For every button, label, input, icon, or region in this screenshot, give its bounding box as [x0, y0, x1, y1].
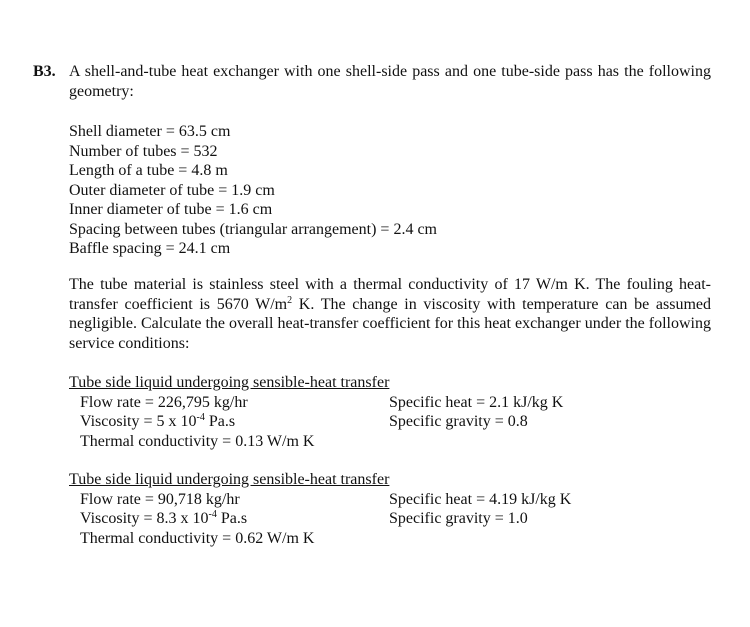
- geometry-shell-diameter: Shell diameter = 63.5 cm: [69, 123, 231, 140]
- flow-rate: Flow rate = 90,718 kg/hr: [80, 490, 240, 508]
- service-condition-2: [69, 470, 629, 548]
- condition-row: [69, 393, 629, 413]
- condition-row: [69, 412, 629, 432]
- condition-row: [69, 490, 629, 510]
- viscosity: [80, 412, 235, 432]
- thermal-conductivity: Thermal conductivity = 0.13 W/m K: [80, 432, 315, 450]
- problem-paragraph: [69, 275, 711, 353]
- viscosity-exponent: -4: [196, 412, 205, 423]
- service-condition-1: [69, 373, 629, 451]
- viscosity-base: Viscosity = 8.3 x 10: [80, 510, 209, 527]
- thermal-conductivity: Thermal conductivity = 0.62 W/m K: [80, 529, 315, 547]
- viscosity: [80, 509, 247, 529]
- geometry-outer-diameter: Outer diameter of tube = 1.9 cm: [69, 181, 275, 199]
- geometry-inner-diameter: Inner diameter of tube = 1.6 cm: [69, 201, 273, 218]
- condition-row: [69, 432, 629, 452]
- condition-row: [69, 509, 629, 529]
- geometry-tube-spacing: Spacing between tubes (triangular arrangement) = 2.4 cm: [69, 220, 437, 238]
- viscosity-base: Viscosity = 5 x 10: [80, 413, 197, 430]
- viscosity-unit: Pa.s: [204, 413, 236, 430]
- geometry-tube-length: Length of a tube = 4.8 m: [69, 162, 228, 179]
- specific-heat: Specific heat = 2.1 kJ/kg K: [389, 393, 564, 411]
- question-intro: A shell-and-tube heat exchanger with one shell-side pass and one tube-side pass has the following geometry:: [69, 63, 711, 100]
- geometry-number-of-tubes: Number of tubes = 532: [69, 142, 218, 160]
- geometry-baffle-spacing: Baffle spacing = 24.1 cm: [69, 240, 231, 257]
- condition-title: Tube side liquid undergoing sensible-heat transfer: [69, 471, 390, 488]
- flow-rate: Flow rate = 226,795 kg/hr: [80, 393, 248, 411]
- specific-gravity: Specific gravity = 0.8: [389, 413, 528, 430]
- viscosity-exponent: -4: [208, 509, 217, 520]
- paragraph-part1: The tube material is stainless steel with a thermal conductivity of 17 W/m K. The fouling heat-transfer coefficient is 5670 W/m: [69, 276, 711, 313]
- viscosity-unit: Pa.s: [216, 510, 248, 527]
- condition-row: [69, 529, 629, 549]
- specific-gravity: Specific gravity = 1.0: [389, 510, 528, 527]
- condition-title: Tube side liquid undergoing sensible-heat transfer: [69, 374, 390, 391]
- question-number: B3.: [33, 63, 56, 80]
- specific-heat: Specific heat = 4.19 kJ/kg K: [389, 490, 572, 508]
- geometry-list: [69, 122, 711, 259]
- paragraph-superscript: 2: [287, 294, 293, 306]
- paragraph-part2: K. The change in viscosity with temperature can be assumed negligible. Calculate the overall heat-transfer coefficient for this heat exchanger under the following service conditions:: [69, 295, 711, 352]
